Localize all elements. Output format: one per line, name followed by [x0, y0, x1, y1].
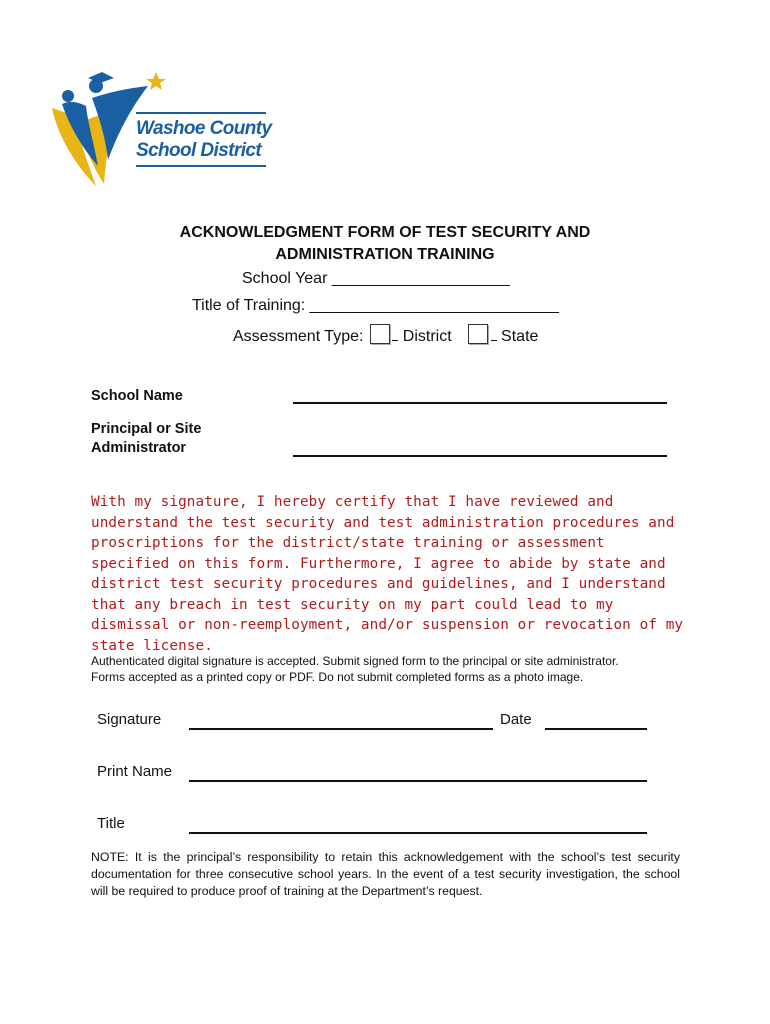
instructions [91, 653, 691, 685]
state-checkbox-underline [491, 340, 497, 341]
state-checkbox[interactable] [468, 324, 488, 344]
assessment-type-label: Assessment Type: [233, 328, 364, 345]
principal-label [91, 420, 201, 458]
date-label: Date [500, 711, 532, 728]
title-of-training-field[interactable]: Title of Training: ____________________________ [192, 297, 559, 314]
logo-line1: Washoe County [136, 118, 272, 139]
instructions-line2: Forms accepted as a printed copy or PDF. Do not submit completed forms as a photo image. [91, 670, 584, 684]
signature-input-line[interactable] [189, 728, 493, 730]
form-title-line1: ACKNOWLEDGMENT FORM OF TEST SECURITY AND [179, 224, 591, 241]
retention-note: NOTE: It is the principal’s responsibility to retain this acknowledgement with the school’s test security documentation for three consecutive school years. In the event of a test security investigation, the school will be required to produce proof of training at the Department’s request. [91, 850, 680, 898]
logo-wordmark [136, 118, 271, 162]
principal-label-line1: Principal or Site [91, 421, 202, 437]
logo-line2: School District [136, 140, 262, 161]
logo-bottom-rule [136, 165, 266, 167]
date-input-line[interactable] [545, 728, 647, 730]
school-year-field[interactable]: School Year ____________________ [242, 270, 510, 287]
assessment-type-row [233, 324, 538, 346]
school-name-label: School Name [91, 388, 183, 404]
form-title-line2: ADMINISTRATION TRAINING [275, 246, 495, 263]
print-name-input-line[interactable] [189, 780, 647, 782]
state-label: State [501, 328, 539, 345]
logo-top-rule [136, 112, 266, 114]
print-name-label: Print Name [97, 763, 173, 780]
title-label: Title [97, 815, 125, 832]
school-name-input-line[interactable] [293, 402, 667, 404]
district-checkbox[interactable] [370, 324, 390, 344]
certification-statement: With my signature, I hereby certify that I have reviewed and understand the test security and test administration procedures and proscriptions for the district/state training or assessment specified on this form. Furthermore, I agree to abide by state and district test security procedures and guidelines, and I understand that any breach in test security on my part could lead to my dismissal or non-reemployment, and/or suspension or revocation of my state license. [91, 494, 684, 654]
district-checkbox-underline [392, 340, 398, 341]
district-label: District [402, 328, 452, 345]
principal-input-line[interactable] [293, 455, 667, 457]
signature-label: Signature [97, 711, 162, 728]
form-title [0, 222, 770, 266]
title-input-line[interactable] [189, 832, 647, 834]
principal-label-line2: Administrator [91, 440, 187, 456]
instructions-line1: Authenticated digital signature is accepted. Submit signed form to the principal or site administrator. [91, 654, 619, 668]
